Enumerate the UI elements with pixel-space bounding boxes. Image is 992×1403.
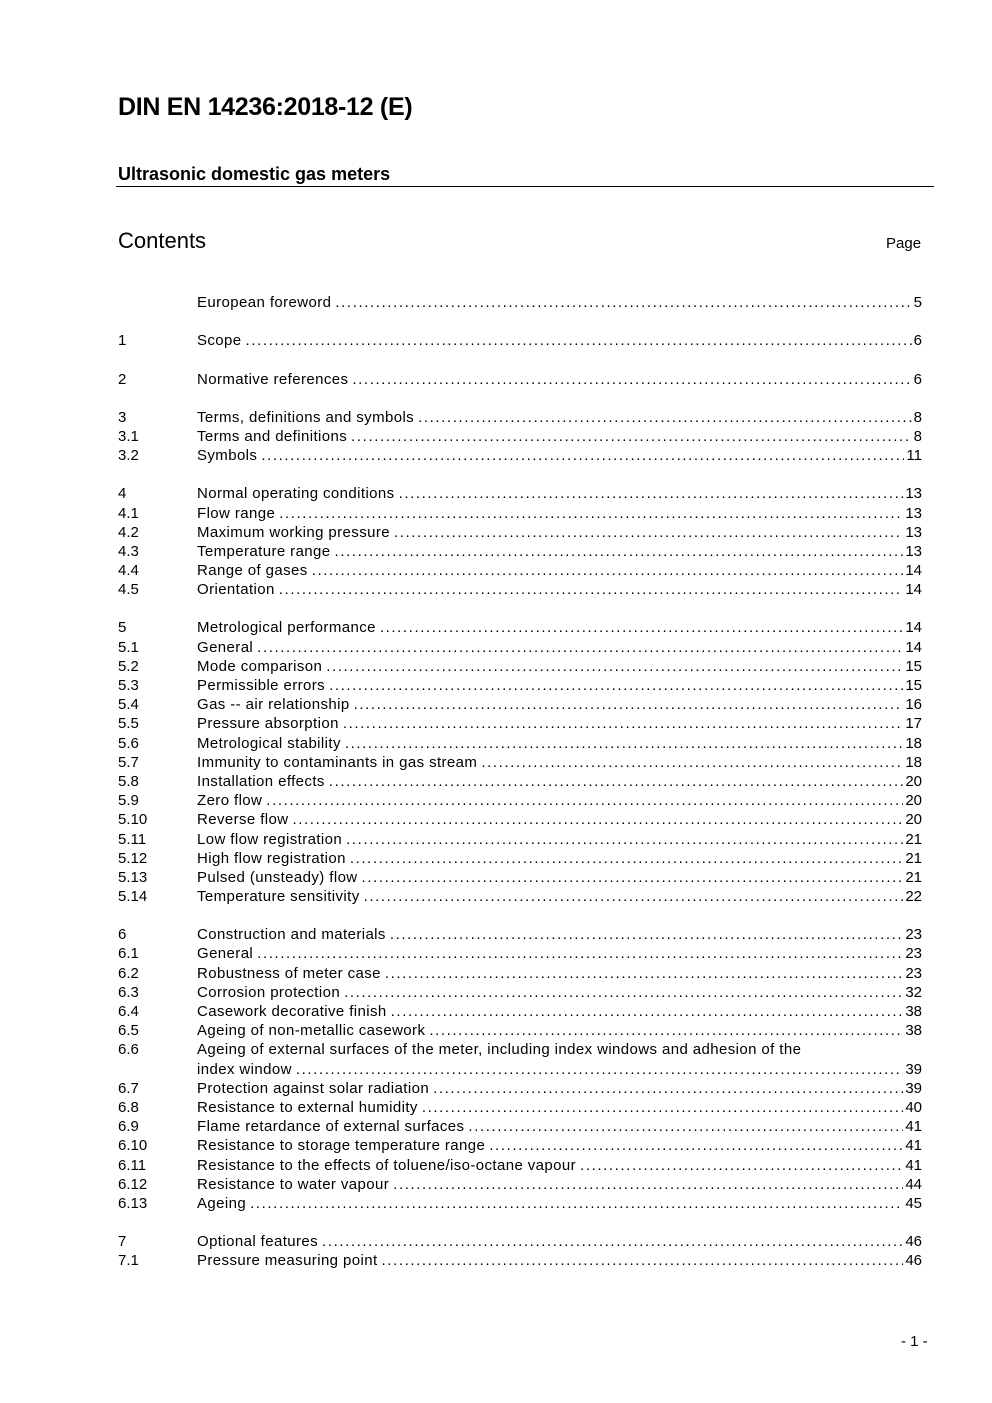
toc-entry-title: Protection against solar radiation [197, 1079, 430, 1097]
toc-dot-leader [326, 657, 903, 676]
toc-entry[interactable] [118, 580, 922, 599]
toc-entry-title: Symbols [197, 447, 258, 465]
toc-dot-leader [261, 446, 904, 465]
toc-entry-number: 6.4 [118, 1003, 139, 1020]
toc-entry[interactable] [118, 849, 922, 868]
toc-dot-leader [246, 331, 912, 350]
toc-entry-number: 3.2 [118, 447, 139, 465]
toc-dot-leader [350, 849, 903, 868]
toc-entry-page: 13 [905, 504, 922, 522]
toc-dot-leader [296, 1060, 903, 1079]
toc-entry-number: 5.13 [118, 868, 148, 886]
toc-entry-title: Permissible errors [197, 677, 326, 694]
toc-entry[interactable] [118, 1155, 922, 1174]
toc-entry-number: 5.1 [118, 638, 139, 656]
toc-entry-page: 40 [905, 1098, 922, 1116]
toc-entry-page: 46 [905, 1252, 922, 1270]
toc-entry-number: 6.3 [118, 983, 139, 1001]
toc-entry[interactable] [118, 887, 922, 906]
toc-dot-leader [351, 427, 912, 446]
toc-entry-title: Pulsed (unsteady) flow [197, 868, 358, 886]
toc-entry-page: 14 [905, 562, 922, 580]
toc-entry-page: 14 [905, 619, 922, 637]
toc-entry[interactable] [118, 1136, 922, 1155]
toc-entry-title: Resistance to external humidity [197, 1098, 418, 1116]
toc-entry[interactable] [118, 331, 922, 350]
toc-entry-title: Casework decorative finish [197, 1003, 387, 1020]
toc-entry-number: 7 [118, 1233, 127, 1251]
toc-dot-leader [390, 925, 903, 944]
toc-dot-leader [481, 753, 903, 772]
toc-entry[interactable] [118, 772, 922, 791]
toc-dot-leader [399, 484, 904, 503]
toc-entry-number: 6 [118, 926, 127, 944]
toc-entry-number: 6.11 [118, 1156, 147, 1174]
toc-entry-title: Metrological stability [197, 734, 341, 752]
toc-entry-number: 4.4 [118, 562, 139, 580]
toc-entry[interactable] [118, 753, 922, 772]
toc-entry-title: Normative references [197, 370, 349, 388]
toc-entry-number: 6.9 [118, 1118, 139, 1136]
toc-entry-title: Corrosion protection [197, 983, 341, 1001]
toc-entry-page: 17 [905, 715, 922, 733]
toc-entry-title: Optional features [197, 1233, 319, 1251]
toc-entry-title: Immunity to contaminants in gas stream [197, 753, 478, 771]
toc-entry[interactable] [118, 1175, 922, 1194]
toc-dot-leader [364, 887, 904, 906]
toc-entry-title: index window [197, 1060, 292, 1078]
toc-entry-page: 39 [905, 1060, 922, 1078]
toc-entry-number: 1 [118, 332, 127, 350]
toc-dot-leader [468, 1117, 903, 1136]
toc-entry[interactable] [118, 983, 922, 1002]
toc-entry[interactable] [118, 657, 922, 676]
toc-entry-page: 38 [905, 1003, 922, 1020]
toc-entry[interactable] [118, 676, 922, 695]
toc-entry-page: 22 [905, 888, 922, 906]
toc-entry[interactable] [118, 925, 922, 944]
toc-entry-page: 38 [905, 1022, 922, 1040]
toc-entry-number: 4.3 [118, 542, 139, 560]
toc-entry[interactable] [118, 369, 922, 388]
toc-entry-title: Ageing [197, 1194, 247, 1212]
table-of-contents [118, 293, 922, 1270]
toc-dot-leader [393, 1175, 903, 1194]
toc-entry[interactable] [118, 503, 922, 522]
toc-entry[interactable] [118, 714, 922, 733]
toc-dot-leader [429, 1021, 903, 1040]
toc-entry-title: Mode comparison [197, 657, 323, 675]
toc-entry-title: General [197, 638, 254, 656]
toc-entry-number: 4.1 [118, 504, 139, 522]
toc-entry-number: 6.8 [118, 1098, 139, 1116]
toc-entry-title: Pressure measuring point [197, 1252, 378, 1270]
toc-dot-leader [279, 504, 903, 523]
toc-dot-leader [329, 772, 904, 791]
toc-entry[interactable] [118, 542, 922, 561]
toc-entry[interactable] [118, 1251, 922, 1270]
toc-entry[interactable] [118, 637, 922, 656]
toc-entry-page: 16 [905, 696, 922, 714]
toc-entry-title: European foreword [197, 294, 332, 312]
toc-dot-leader [380, 618, 903, 637]
toc-entry-number: 4.2 [118, 523, 139, 541]
toc-entry-title: Ageing of non-metallic casework [197, 1022, 426, 1040]
toc-entry[interactable] [118, 427, 922, 446]
toc-entry[interactable] [118, 293, 922, 312]
toc-entry[interactable] [118, 868, 922, 887]
toc-dot-leader [354, 695, 904, 714]
toc-dot-leader [422, 1098, 903, 1117]
toc-entry-page: 32 [905, 983, 922, 1001]
toc-entry-page: 41 [905, 1156, 922, 1174]
document-subtitle: Ultrasonic domestic gas meters [118, 164, 391, 184]
toc-dot-leader [382, 1251, 904, 1270]
toc-entry[interactable] [118, 810, 922, 829]
toc-entry-page: 13 [905, 485, 922, 503]
toc-dot-leader [391, 1002, 904, 1021]
toc-dot-leader [343, 714, 903, 733]
toc-entry[interactable] [118, 1059, 922, 1078]
toc-entry[interactable] [118, 1194, 922, 1213]
toc-entry-title: Construction and materials [197, 926, 386, 944]
toc-dot-leader [345, 734, 903, 753]
toc-dot-leader [335, 293, 911, 312]
toc-entry[interactable] [118, 1002, 922, 1021]
toc-entry-page: 8 [913, 427, 922, 445]
toc-entry-number: 6.5 [118, 1022, 139, 1040]
toc-entry-page: 5 [913, 294, 922, 312]
toc-dot-leader [257, 638, 903, 657]
toc-entry-page: 21 [905, 830, 922, 848]
toc-entry-title: Flow range [197, 504, 276, 522]
toc-entry-page: 13 [905, 523, 922, 541]
toc-entry-title: Metrological performance [197, 619, 376, 637]
toc-dot-leader [329, 676, 903, 695]
toc-entry-page: 14 [905, 638, 922, 656]
toc-dot-leader [322, 1232, 903, 1251]
toc-entry-number: 6.10 [118, 1137, 148, 1155]
toc-dot-leader [352, 370, 911, 389]
toc-entry[interactable] [118, 561, 922, 580]
toc-entry-title: Zero flow [197, 792, 263, 810]
toc-dot-leader [362, 868, 904, 887]
toc-entry-title: Resistance to storage temperature range [197, 1137, 486, 1155]
toc-entry[interactable] [118, 733, 922, 752]
toc-entry-title: Installation effects [197, 772, 325, 790]
toc-entry[interactable] [118, 1021, 922, 1040]
toc-entry-number: 3 [118, 408, 127, 426]
toc-entry-page: 21 [905, 849, 922, 867]
toc-entry[interactable] [118, 1079, 922, 1098]
toc-entry-page: 45 [905, 1194, 922, 1212]
toc-entry-page: 46 [905, 1233, 922, 1251]
toc-entry[interactable] [118, 446, 922, 465]
toc-entry[interactable] [118, 944, 922, 963]
toc-dot-leader [335, 542, 904, 561]
toc-entry-title: Orientation [197, 581, 275, 599]
toc-dot-leader [279, 580, 904, 599]
toc-entry-page: 20 [905, 792, 922, 810]
toc-entry-number: 2 [118, 370, 127, 388]
toc-entry-title: Temperature sensitivity [197, 888, 360, 906]
toc-entry-number: 7.1 [118, 1252, 139, 1270]
toc-entry-page: 8 [913, 408, 922, 426]
toc-entry-page: 21 [905, 868, 922, 886]
toc-entry[interactable] [118, 963, 922, 982]
toc-entry[interactable] [118, 791, 922, 810]
toc-entry-title: Normal operating conditions [197, 485, 395, 503]
toc-entry[interactable] [118, 1117, 922, 1136]
toc-dot-leader [433, 1079, 903, 1098]
toc-entry-page: 39 [905, 1079, 922, 1097]
toc-dot-leader [394, 523, 903, 542]
toc-entry-number: 6.2 [118, 964, 139, 982]
toc-entry-page: 14 [905, 581, 922, 599]
toc-dot-leader [346, 830, 903, 849]
toc-entry-number: 5.9 [118, 792, 139, 810]
toc-entry-number: 5.10 [118, 811, 148, 829]
document-title: DIN EN 14236:2018-12 (E) [118, 93, 413, 121]
toc-entry-title: Gas -- air relationship [197, 696, 350, 714]
toc-entry[interactable] [118, 1232, 922, 1251]
toc-entry-title: Ageing of external surfaces of the meter, including index windows and adhesion of the [197, 1041, 802, 1059]
toc-entry-page: 23 [905, 964, 922, 982]
toc-entry-number: 5 [118, 619, 127, 637]
contents-heading: Contents [118, 228, 207, 253]
toc-entry-title: High flow registration [197, 849, 346, 867]
toc-entry-number: 6.12 [118, 1175, 148, 1193]
toc-entry-title: Robustness of meter case [197, 964, 381, 982]
toc-entry-number: 6.1 [118, 945, 139, 963]
toc-entry-page: 20 [905, 811, 922, 829]
toc-entry-page: 44 [905, 1175, 922, 1193]
toc-entry-page: 15 [905, 677, 922, 694]
toc-entry-page: 13 [905, 542, 922, 560]
toc-dot-leader [257, 944, 903, 963]
toc-entry-page: 6 [913, 370, 922, 388]
toc-entry-number: 5.8 [118, 772, 139, 790]
toc-dot-leader [266, 791, 903, 810]
toc-dot-leader [344, 983, 903, 1002]
toc-entry-title: Pressure absorption [197, 715, 339, 733]
toc-entry-page: 15 [905, 657, 922, 675]
toc-entry-title: General [197, 945, 254, 963]
toc-entry-number: 6.7 [118, 1079, 139, 1097]
toc-entry-number: 4.5 [118, 581, 139, 599]
toc-entry-page: 41 [905, 1137, 922, 1155]
toc-entry[interactable] [118, 1040, 922, 1059]
toc-entry[interactable] [118, 484, 922, 503]
toc-entry-number: 6.13 [118, 1194, 148, 1212]
toc-dot-leader [293, 810, 904, 829]
header-divider [116, 186, 934, 187]
toc-dot-leader [418, 408, 912, 427]
toc-entry-number: 5.6 [118, 734, 139, 752]
toc-entry-title: Scope [197, 332, 242, 350]
toc-entry-title: Resistance to the effects of toluene/iso-octane vapour [197, 1156, 577, 1174]
toc-entry-number: 5.2 [118, 657, 139, 675]
toc-dot-leader [312, 561, 904, 580]
toc-entry-title: Resistance to water vapour [197, 1175, 390, 1193]
toc-entry-number: 5.14 [118, 888, 148, 906]
page-column-heading: Page [886, 235, 922, 252]
toc-entry-number: 5.12 [118, 849, 148, 867]
toc-entry-number: 4 [118, 485, 127, 503]
toc-entry[interactable] [118, 1098, 922, 1117]
toc-entry-page: 6 [913, 332, 922, 350]
toc-entry-number: 5.7 [118, 753, 139, 771]
toc-entry-number: 5.4 [118, 696, 139, 714]
toc-entry-page: 18 [905, 734, 922, 752]
toc-dot-leader [489, 1136, 903, 1155]
toc-entry-page: 23 [905, 926, 922, 944]
toc-entry-title: Range of gases [197, 562, 308, 580]
toc-entry-title: Terms and definitions [197, 427, 348, 445]
toc-dot-leader [580, 1156, 903, 1175]
toc-entry-title: Temperature range [197, 542, 331, 560]
toc-entry-number: 5.11 [118, 830, 147, 848]
page-number: - 1 - [901, 1333, 928, 1350]
toc-entry[interactable] [118, 695, 922, 714]
toc-entry-number: 5.5 [118, 715, 139, 733]
toc-entry-title: Terms, definitions and symbols [197, 408, 415, 426]
toc-entry[interactable] [118, 408, 922, 427]
toc-entry-number: 5.3 [118, 677, 139, 694]
toc-entry[interactable] [118, 829, 922, 848]
toc-entry-number: 6.6 [118, 1041, 139, 1059]
toc-entry-title: Low flow registration [197, 830, 343, 848]
toc-entry-title: Flame retardance of external surfaces [197, 1118, 465, 1136]
toc-entry-page: 20 [905, 772, 922, 790]
toc-entry-number: 3.1 [118, 427, 139, 445]
toc-entry-title: Reverse flow [197, 811, 289, 829]
toc-entry[interactable] [118, 618, 922, 637]
toc-entry-title: Maximum working pressure [197, 523, 390, 541]
toc-entry-page: 11 [906, 447, 922, 465]
toc-entry-page: 41 [905, 1118, 922, 1136]
toc-dot-leader [250, 1194, 903, 1213]
toc-dot-leader [385, 964, 903, 983]
toc-entry[interactable] [118, 523, 922, 542]
toc-entry-page: 23 [905, 945, 922, 963]
toc-entry-page: 18 [905, 753, 922, 771]
